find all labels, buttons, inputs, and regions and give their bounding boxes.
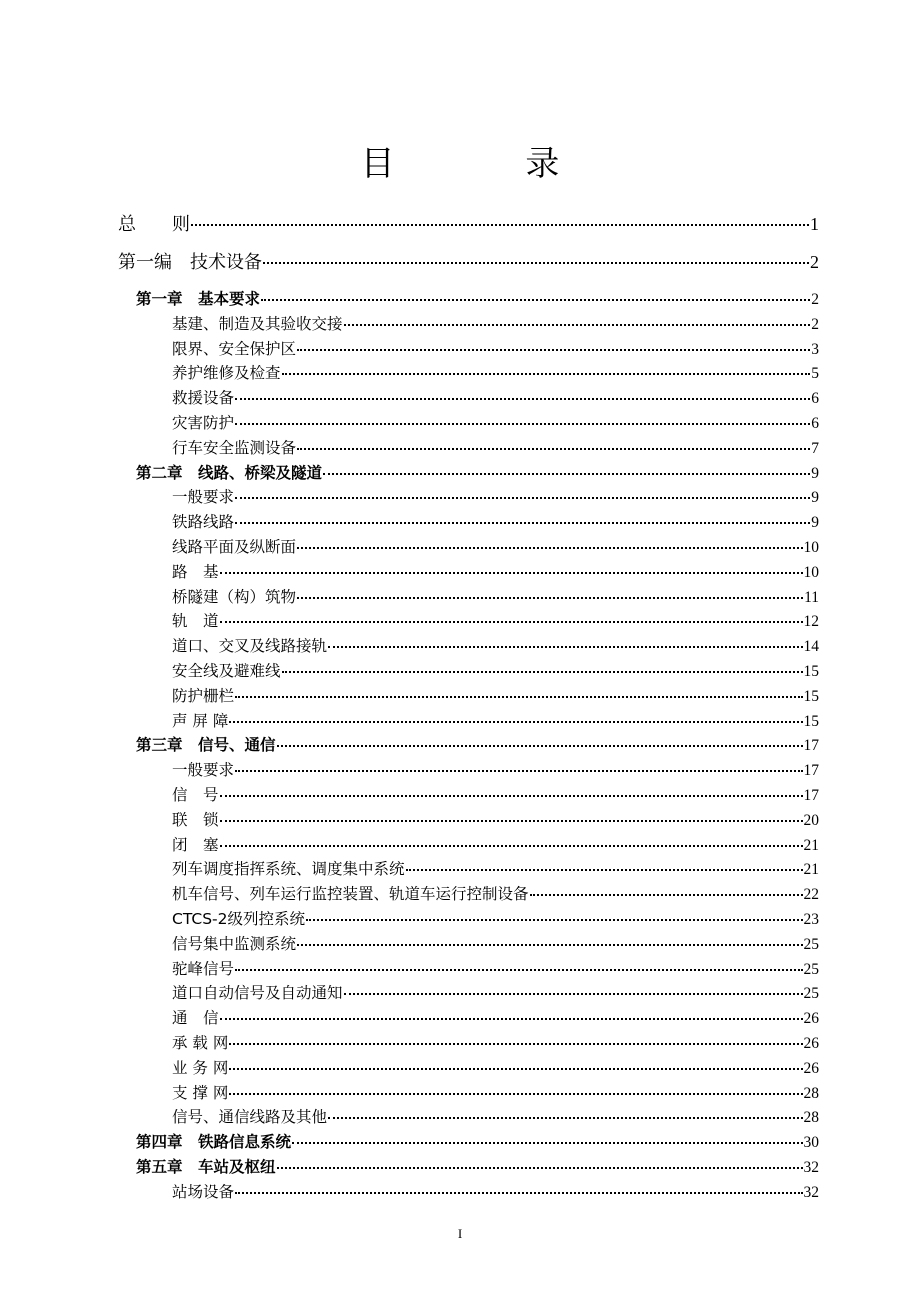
toc-entry-page: 2 (810, 252, 819, 272)
toc-entry[interactable] (172, 1180, 819, 1202)
toc-entry-label: 第三章 信号、通信 (136, 736, 276, 755)
toc-entry[interactable] (172, 932, 819, 954)
toc-entry-page: 17 (803, 787, 819, 804)
toc-entry-page: 25 (803, 935, 819, 953)
toc-entry-label: 第四章 铁路信息系统 (136, 1133, 292, 1152)
toc-entry-page: 15 (803, 663, 819, 680)
toc-entry-label: 第五章 车站及枢纽 (136, 1158, 276, 1176)
toc-entry-label: CTCS-2级列控系统 (172, 910, 305, 928)
toc-leader-dots (235, 696, 802, 698)
toc-entry-label: 灾害防护 (172, 414, 235, 432)
toc-entry[interactable] (172, 337, 819, 359)
toc-leader-dots (235, 522, 810, 524)
toc-entry-label: 一般要求 (172, 761, 235, 780)
toc-leader-dots (229, 1068, 802, 1070)
toc-leader-dots (235, 969, 802, 971)
toc-leader-dots (235, 1192, 802, 1194)
toc-entry-page: 9 (811, 489, 819, 507)
toc-entry[interactable] (172, 485, 819, 507)
toc-leader-dots (263, 262, 809, 264)
toc-entry-page: 12 (803, 613, 819, 631)
toc-entry-label: 通 信 (172, 1009, 219, 1028)
toc-entry[interactable] (172, 312, 819, 334)
toc-entry-label: 第一章 基本要求 (136, 290, 261, 308)
toc-entry[interactable] (172, 634, 819, 656)
toc-entry-label: 救援设备 (172, 389, 235, 408)
toc-entry[interactable] (172, 907, 819, 929)
toc-entry[interactable] (172, 709, 819, 731)
toc-entry[interactable] (172, 560, 819, 582)
toc-leader-dots (191, 224, 809, 226)
toc-entry-page: 10 (803, 563, 819, 581)
toc-leader-dots (235, 497, 810, 499)
toc-entry[interactable] (118, 248, 819, 274)
toc-entry-label: 养护维修及检查 (172, 364, 281, 383)
toc-entry[interactable] (136, 1130, 819, 1152)
toc-entry-page: 15 (803, 687, 819, 705)
toc-leader-dots (220, 820, 803, 822)
toc-entry-page: 10 (803, 539, 819, 556)
toc-leader-dots (297, 597, 803, 599)
toc-entry[interactable] (172, 857, 819, 879)
toc-entry-label: 信 号 (172, 786, 219, 804)
toc-entry-label: 闭 塞 (172, 835, 219, 854)
toc-entry-page: 7 (811, 439, 819, 457)
toc-entry-page: 15 (803, 712, 819, 730)
toc-leader-dots (297, 349, 810, 351)
toc-entry-page: 30 (803, 1134, 819, 1152)
toc-leader-dots (220, 1018, 803, 1020)
toc-entry[interactable] (172, 386, 819, 408)
toc-entry-page: 32 (803, 1183, 819, 1201)
page-number: I (457, 1226, 463, 1241)
toc-entry[interactable] (136, 461, 819, 483)
toc-entry-label: 支 撑 网 (172, 1083, 229, 1102)
toc-entry[interactable] (136, 1155, 819, 1177)
toc-leader-dots (235, 398, 810, 400)
toc-entry[interactable] (172, 1006, 819, 1028)
toc-leader-dots (282, 671, 803, 673)
toc-entry[interactable] (172, 1056, 819, 1078)
toc-leader-dots (277, 1167, 803, 1169)
toc-leader-dots (220, 621, 803, 623)
toc-entry[interactable] (136, 733, 819, 755)
toc-entry[interactable] (172, 882, 819, 904)
toc-entry-page: 5 (811, 365, 819, 383)
toc-leader-dots (220, 845, 803, 847)
toc-entry-label: 道口、交叉及线路接轨 (172, 637, 328, 656)
toc-leader-dots (344, 993, 803, 995)
toc-leader-dots (292, 1142, 802, 1144)
toc-entry[interactable] (172, 1105, 819, 1127)
toc-entry-label: 桥隧建（构）筑物 (172, 587, 297, 606)
toc-leader-dots (328, 1117, 802, 1119)
toc-entry-page: 28 (803, 1084, 819, 1102)
toc-entry-page: 3 (811, 340, 819, 358)
toc-entry-label: 总 则 (118, 214, 190, 235)
toc-entry-page: 32 (803, 1159, 819, 1176)
toc-entry-label: 信号、通信线路及其他 (172, 1108, 328, 1127)
toc-leader-dots (235, 770, 802, 772)
toc-entry-page: 11 (804, 588, 819, 606)
toc-entry[interactable] (172, 659, 819, 681)
toc-entry-label: 行车安全监测设备 (172, 438, 297, 457)
toc-entry-label: 一般要求 (172, 488, 235, 507)
toc-entry-label: 驼峰信号 (172, 959, 235, 978)
toc-entry-label: 机车信号、列车运行监控装置、轨道车运行控制设备 (172, 885, 529, 904)
toc-entry[interactable] (118, 210, 819, 236)
toc-entry-page: 20 (803, 811, 819, 829)
toc-leader-dots (328, 646, 802, 648)
toc-entry-label: 信号集中监测系统 (172, 934, 297, 953)
toc-entry[interactable] (172, 1031, 819, 1053)
toc-entry-label: 联 锁 (172, 810, 219, 829)
toc-entry[interactable] (172, 833, 819, 855)
toc-leader-dots (220, 572, 803, 574)
toc-leader-dots (229, 1093, 802, 1095)
toc-entry-page: 23 (803, 911, 819, 928)
toc-leader-dots (261, 299, 810, 301)
toc-entry-label: 基建、制造及其验收交接 (172, 314, 343, 333)
toc-leader-dots (344, 324, 811, 326)
toc-entry-page: 6 (811, 390, 819, 408)
toc-entry-label: 线路平面及纵断面 (172, 538, 297, 556)
toc-entry-page: 1 (810, 214, 819, 234)
toc-leader-dots (297, 547, 802, 549)
toc-entry-label: 承 载 网 (172, 1034, 229, 1052)
toc-entry-label: 声 屏 障 (172, 711, 229, 730)
toc-entry-page: 26 (803, 1059, 819, 1077)
toc-entry-page: 9 (811, 514, 819, 532)
toc-entry[interactable] (136, 287, 819, 309)
toc-entry[interactable] (172, 1081, 819, 1103)
page-title: 目 录 (360, 144, 620, 184)
toc-entry-page: 17 (803, 737, 819, 755)
toc-entry-page: 26 (803, 1035, 819, 1052)
toc-entry-label: 轨 道 (172, 612, 219, 631)
toc-entry[interactable] (172, 783, 819, 805)
toc-leader-dots (229, 1043, 802, 1045)
toc-leader-dots (306, 919, 803, 921)
toc-entry[interactable] (172, 684, 819, 706)
toc-entry[interactable] (172, 411, 819, 433)
toc-entry-page: 14 (803, 638, 819, 656)
toc-entry-page: 25 (803, 960, 819, 978)
toc-leader-dots (297, 448, 810, 450)
toc-entry-page: 25 (803, 985, 819, 1003)
toc-entry-label: 站场设备 (172, 1182, 235, 1201)
toc-leader-dots (282, 373, 811, 375)
toc-entry-page: 9 (811, 464, 819, 482)
toc-entry-label: 道口自动信号及自动通知 (172, 984, 343, 1003)
toc-entry-label: 限界、安全保护区 (172, 339, 297, 358)
toc-leader-dots (235, 423, 810, 425)
toc-entry-page: 22 (803, 886, 819, 904)
toc-entry-label: 铁路线路 (172, 513, 235, 532)
toc-entry-page: 6 (811, 415, 819, 432)
toc-entry[interactable] (172, 361, 819, 383)
toc-entry-page: 2 (811, 291, 819, 308)
toc-entry-label: 防护栅栏 (172, 686, 235, 705)
toc-leader-dots (220, 795, 803, 797)
toc-entry-label: 第一编 技术设备 (118, 252, 262, 273)
toc-entry[interactable] (172, 758, 819, 780)
toc-leader-dots (229, 721, 802, 723)
toc-entry-page: 21 (803, 861, 819, 879)
toc-entry-page: 17 (803, 762, 819, 780)
toc-entry-label: 业 务 网 (172, 1058, 229, 1077)
toc-entry-page: 2 (811, 315, 819, 333)
toc-leader-dots (323, 473, 810, 475)
toc-entry-page: 21 (803, 836, 819, 854)
toc-entry-label: 第二章 线路、桥梁及隧道 (136, 463, 323, 482)
toc-entry[interactable] (172, 535, 819, 557)
toc-entry-label: 列车调度指挥系统、调度集中系统 (172, 860, 405, 879)
toc-entry-page: 26 (803, 1010, 819, 1028)
toc-leader-dots (530, 894, 803, 896)
toc-entry[interactable] (172, 609, 819, 631)
toc-entry[interactable] (172, 510, 819, 532)
toc-entry[interactable] (172, 585, 819, 607)
toc-entry-label: 路 基 (172, 562, 219, 581)
toc-entry[interactable] (172, 808, 819, 830)
toc-entry[interactable] (172, 957, 819, 979)
toc-leader-dots (406, 869, 803, 871)
toc-entry[interactable] (172, 436, 819, 458)
toc-entry-label: 安全线及避难线 (172, 662, 281, 680)
toc-leader-dots (297, 944, 802, 946)
toc-entry-page: 28 (803, 1109, 819, 1127)
toc-leader-dots (277, 745, 803, 747)
toc-entry[interactable] (172, 981, 819, 1003)
